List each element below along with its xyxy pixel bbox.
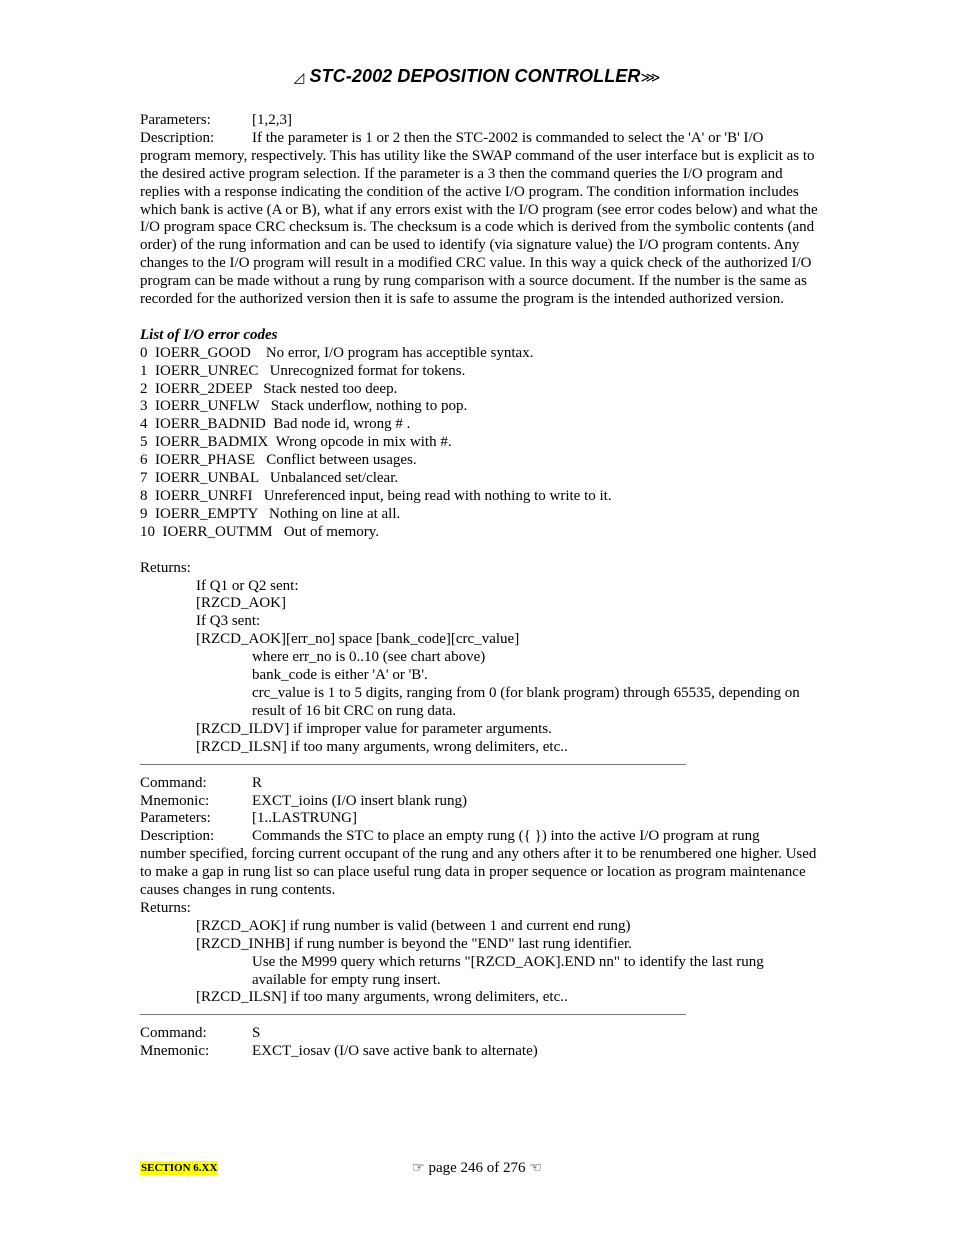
returns-label: Returns: bbox=[140, 559, 191, 576]
page-footer bbox=[0, 1160, 954, 1177]
returns-line: [RZCD_AOK][err_no] space [bank_code][crc_value] bbox=[196, 631, 520, 648]
returns-line: [RZCD_INHB] if rung number is beyond the "END" last rung identifier. bbox=[196, 935, 632, 952]
mnemonic-value: EXCT_iosav (I/O save active bank to alternate) bbox=[252, 1043, 538, 1060]
description-text: number specified, forcing current occupant of the rung and any others after it to be renumbered one higher. Used to make a gap in rung list so can place useful rung data in proper sequence or location as program maintenance causes changes in rung contents. bbox=[140, 846, 817, 899]
returns-line: [RZCD_ILSN] if too many arguments, wrong delimiters, etc.. bbox=[196, 738, 568, 755]
list-item: 10 IOERR_OUTMM Out of memory. bbox=[140, 523, 380, 540]
description-first-line: If the parameter is 1 or 2 then the STC-2002 is commanded to select the 'A' or 'B' I/O bbox=[252, 129, 764, 146]
parameters-value: [1,2,3] bbox=[252, 112, 292, 128]
mnemonic-label: Mnemonic: bbox=[140, 1043, 210, 1060]
returns-detail: crc_value is 1 to 5 digits, ranging from 0 (for blank program) through 65535, depending on result of 16 bit CRC on rung data. bbox=[252, 684, 800, 719]
returns-detail: bank_code is either 'A' or 'B'. bbox=[252, 667, 428, 684]
list-item: 8 IOERR_UNRFI Unreferenced input, being read with nothing to write to it. bbox=[140, 488, 612, 505]
section-divider bbox=[140, 1014, 686, 1015]
returns-detail: where err_no is 0..10 (see chart above) bbox=[252, 649, 486, 666]
left-ornament-icon: ◿ bbox=[293, 69, 305, 85]
parameters-row bbox=[140, 112, 820, 130]
error-list-heading: List of I/O error codes bbox=[140, 326, 278, 343]
returns-line: If Q1 or Q2 sent: bbox=[196, 577, 299, 594]
list-item: 9 IOERR_EMPTY Nothing on line at all. bbox=[140, 505, 401, 522]
parameters-label: Parameters: bbox=[140, 112, 211, 128]
returns-line: If Q3 sent: bbox=[196, 613, 261, 630]
parameters-row bbox=[140, 810, 820, 828]
list-item: 4 IOERR_BADNID Bad node id, wrong # . bbox=[140, 416, 411, 433]
command-row bbox=[140, 775, 820, 793]
list-item: 6 IOERR_PHASE Conflict between usages. bbox=[140, 452, 417, 469]
list-item: 0 IOERR_GOOD No error, I/O program has acceptible syntax. bbox=[140, 344, 534, 361]
mnemonic-row bbox=[140, 1043, 820, 1061]
command-label: Command: bbox=[140, 1025, 207, 1042]
returns-line: [RZCD_ILSN] if too many arguments, wrong delimiters, etc.. bbox=[196, 989, 568, 1006]
command-value: S bbox=[252, 1025, 261, 1042]
list-item: 5 IOERR_BADMIX Wrong opcode in mix with #. bbox=[140, 434, 452, 451]
parameters-label: Parameters: bbox=[140, 810, 211, 827]
document-body bbox=[140, 112, 820, 1061]
page-title: STC-2002 DEPOSITION CONTROLLER bbox=[309, 66, 641, 86]
section-badge: SECTION 6.XX bbox=[141, 1162, 218, 1174]
section-divider bbox=[140, 764, 686, 765]
description-first-line: Commands the STC to place an empty rung ({ }) into the active I/O program at rung bbox=[252, 828, 760, 845]
mnemonic-value: EXCT_ioins (I/O insert blank rung) bbox=[252, 792, 467, 809]
returns-line: [RZCD_AOK] bbox=[196, 595, 286, 612]
returns-line: [RZCD_ILDV] if improper value for parameter arguments. bbox=[196, 720, 552, 737]
error-code-list bbox=[140, 345, 820, 542]
command-label: Command: bbox=[140, 774, 207, 791]
command-value: R bbox=[252, 774, 263, 791]
page-number: page 246 of 276 bbox=[428, 1160, 526, 1176]
list-item: 1 IOERR_UNREC Unrecognized format for tokens. bbox=[140, 362, 466, 379]
description-label: Description: bbox=[140, 828, 215, 845]
description-label: Description: bbox=[140, 129, 215, 146]
returns-label: Returns: bbox=[140, 899, 191, 916]
description-block bbox=[140, 828, 820, 900]
parameters-value: [1..LASTRUNG] bbox=[252, 810, 357, 827]
description-text: program memory, respectively. This has utility like the SWAP command of the user interface but is explicit as to the desired active program selection. If the parameter is a 3 then the command queries the I/O program and replies with a response indicating the condition of the active I/O program. The condition information includes which bank is active (A or B), what if any errors exist with the I/O program (see error codes below) and what the I/O program space CRC checksum is. The checksum is a code which is derived from the symbolic contents (and order) of the rung information and can be used to identify (via signature value) the I/O program contents. Any changes to the I/O program will result in a modified CRC value. In this way a quick check of the authorized I/O program can be made without a rung by rung comparison with a source document. If the number is the same as recorded for the authorized version then it is safe to assume the program is the intended authorized version. bbox=[140, 147, 818, 308]
returns-detail: Use the M999 query which returns "[RZCD_AOK].END nn" to identify the last rung available for empty rung insert. bbox=[252, 953, 764, 988]
pointing-hand-left-icon: ☜ bbox=[529, 1160, 542, 1176]
command-row bbox=[140, 1025, 820, 1043]
mnemonic-label: Mnemonic: bbox=[140, 792, 210, 809]
page-header bbox=[0, 66, 954, 87]
mnemonic-row bbox=[140, 793, 820, 811]
returns-line: [RZCD_AOK] if rung number is valid (between 1 and current end rung) bbox=[196, 917, 631, 934]
description-block bbox=[140, 130, 820, 309]
pointing-hand-right-icon: ☞ bbox=[412, 1160, 425, 1176]
list-item: 2 IOERR_2DEEP Stack nested too deep. bbox=[140, 380, 398, 397]
list-item: 7 IOERR_UNBAL Unbalanced set/clear. bbox=[140, 470, 399, 487]
right-ornament-icon: ⋙ bbox=[640, 69, 661, 85]
list-item: 3 IOERR_UNFLW Stack underflow, nothing to pop. bbox=[140, 398, 468, 415]
